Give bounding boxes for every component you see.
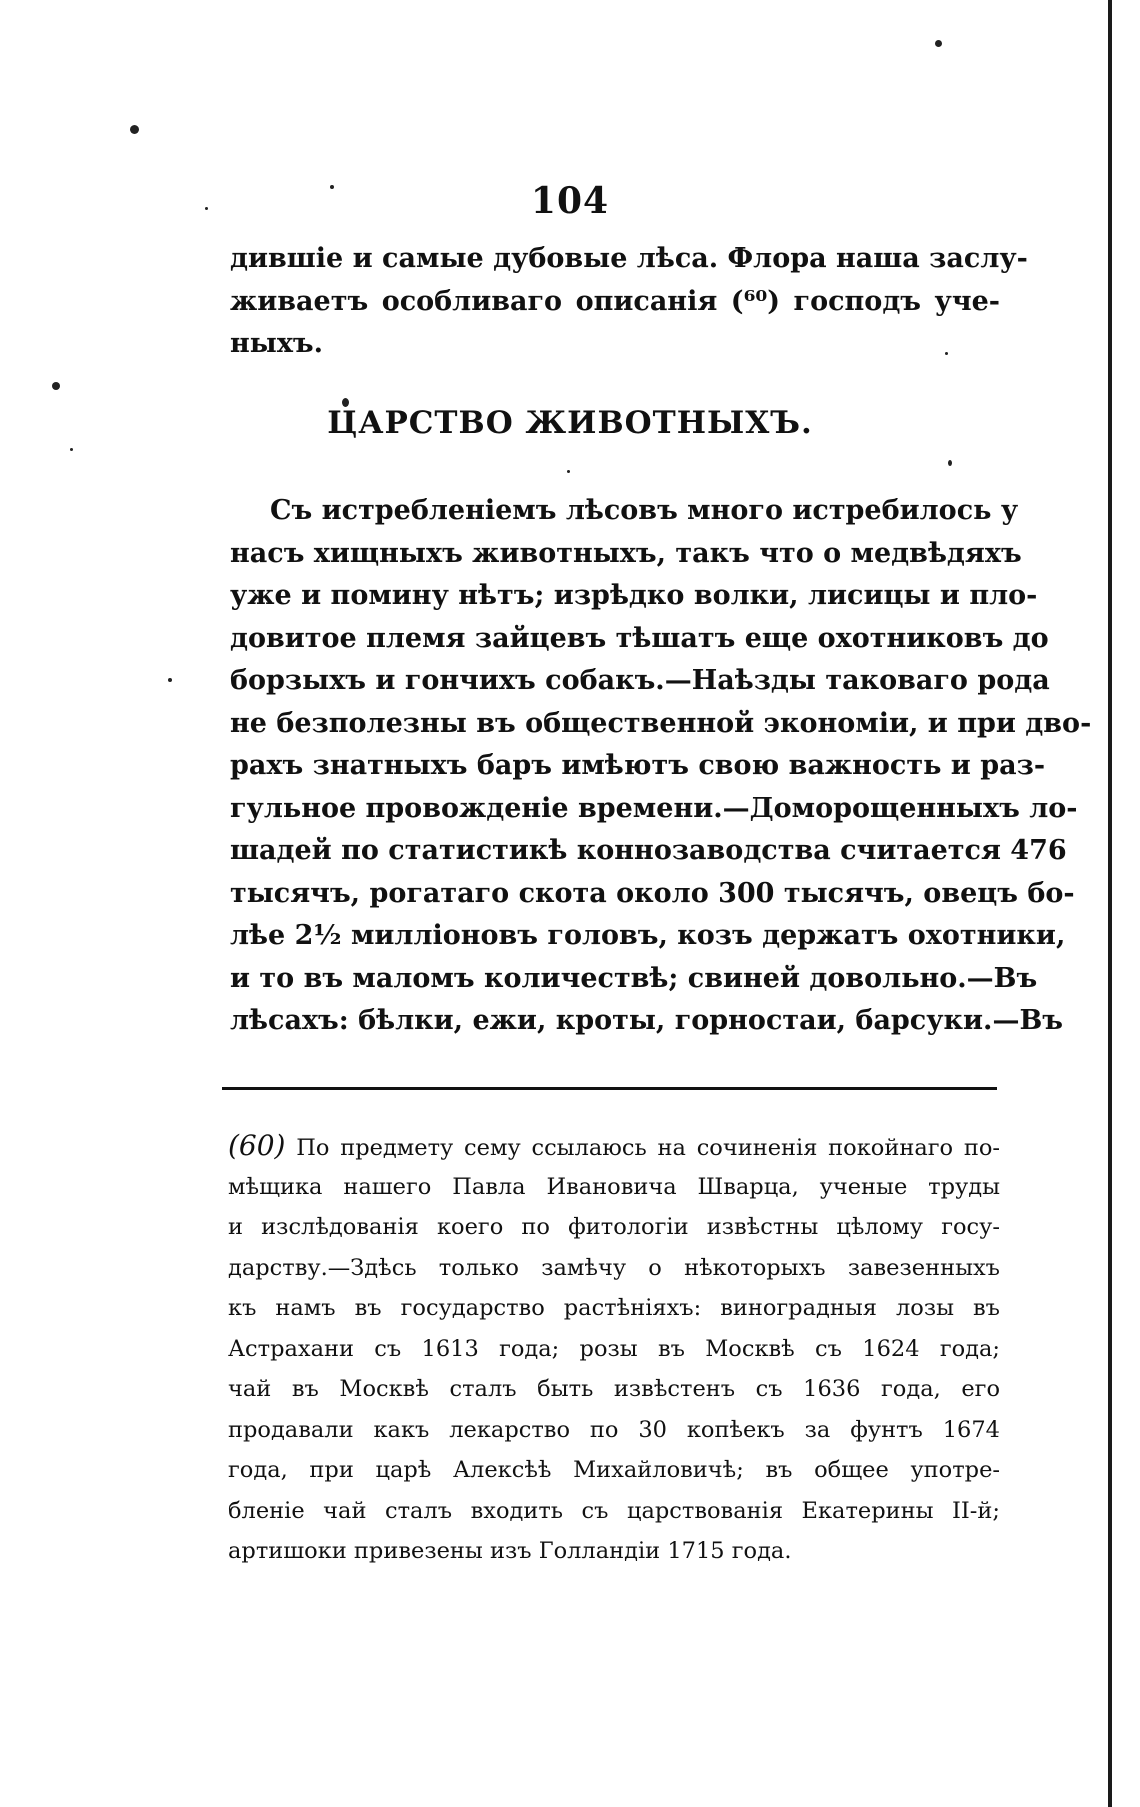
scan-speck (130, 125, 139, 134)
footnote-first-line (228, 1126, 1000, 1167)
text-line: довитое племя зайцевъ тѣшатъ еще охотниковъ до (230, 622, 1049, 654)
footnote-line: года, при царѣ Алексѣѣ Михайловичѣ; въ общее употре- (228, 1457, 1000, 1483)
footnote-line: артишоки привезены изъ Голландіи 1715 года. (228, 1538, 792, 1564)
footnote-line: къ намъ въ государство растѣніяхъ: виноградныя лозы въ (228, 1295, 1000, 1321)
footnote-line: Астрахани съ 1613 года; розы въ Москвѣ съ 1624 года; (228, 1335, 1000, 1362)
text-line: не безполезны въ общественной экономіи, и при дво- (230, 707, 1092, 739)
section-heading: ЦАРСТВО ЖИВОТНЫХЪ. (327, 405, 813, 441)
text-line: живаетъ особливаго описанія (⁶⁰) господъ уче- (230, 285, 1000, 317)
page-number: 104 (530, 180, 610, 222)
text-line: ныхъ. (230, 328, 324, 359)
footnote-line: и изслѣдованія коего по фитологіи извѣстны цѣлому госу- (228, 1214, 1000, 1240)
text-line: гульное провожденіе времени.—Доморощенныхъ ло- (230, 792, 1078, 824)
text-line: и то въ маломъ количествѣ; свиней довольно.—Въ (230, 962, 1038, 994)
text-line: дившіе и самые дубовые лѣса. Флора наша заслу- (230, 243, 1028, 274)
top-paragraph (230, 238, 1028, 366)
scan-speck (168, 678, 172, 682)
footnote (228, 1126, 1000, 1572)
text-line: рахъ знатныхъ баръ имѣютъ свою важность и раз- (230, 750, 1046, 781)
footnote-marker: (60) (228, 1129, 286, 1162)
scan-speck (567, 470, 570, 473)
footnote-line: чай въ Москвѣ сталъ быть извѣстенъ съ 1636 года, его (228, 1376, 1000, 1402)
footnote-line: продавали какъ лекарство по 30 копѣекъ за фунтъ 1674 (228, 1416, 1000, 1443)
main-paragraph (230, 490, 1092, 1043)
text-line: шадей по статистикѣ коннозаводства считается 476 (230, 835, 1067, 866)
scan-speck (52, 382, 60, 390)
text-line: лѣе 2½ милліоновъ головъ, козъ держатъ охотники, (230, 920, 1066, 951)
footnote-divider (222, 1087, 997, 1090)
footnote-line: мѣщика нашего Павла Ивановича Шварца, ученые труды (228, 1173, 1000, 1200)
scan-speck (935, 40, 942, 47)
scan-speck (70, 448, 73, 451)
footnote-text: По предмету сему ссылаюсь на сочиненія покойнаго по- (296, 1135, 1000, 1161)
text-line: тысячъ, рогатаго скота около 300 тысячъ, овецъ бо- (230, 877, 1075, 909)
text-line: борзыхъ и гончихъ собакъ.—Наѣзды таковаго рода (230, 665, 1050, 696)
text-line: Съ истребленіемъ лѣсовъ много истребилось у (270, 495, 1019, 526)
page-edge-line (1108, 0, 1112, 1807)
text-line: уже и помину нѣтъ; изрѣдко волки, лисицы и пло- (230, 580, 1038, 611)
footnote-line: дарству.—Здѣсь только замѣчу о нѣкоторыхъ завезенныхъ (228, 1254, 1000, 1281)
text-line: лѣсахъ: бѣлки, ежи, кроты, горностаи, барсуки.—Въ (230, 1005, 1063, 1036)
text-line: насъ хищныхъ животныхъ, такъ что о медвѣдяхъ (230, 537, 1022, 569)
scan-speck (948, 460, 952, 466)
footnote-line: бленіе чай сталъ входить съ царствованія Екатерины II-й; (228, 1497, 1000, 1524)
